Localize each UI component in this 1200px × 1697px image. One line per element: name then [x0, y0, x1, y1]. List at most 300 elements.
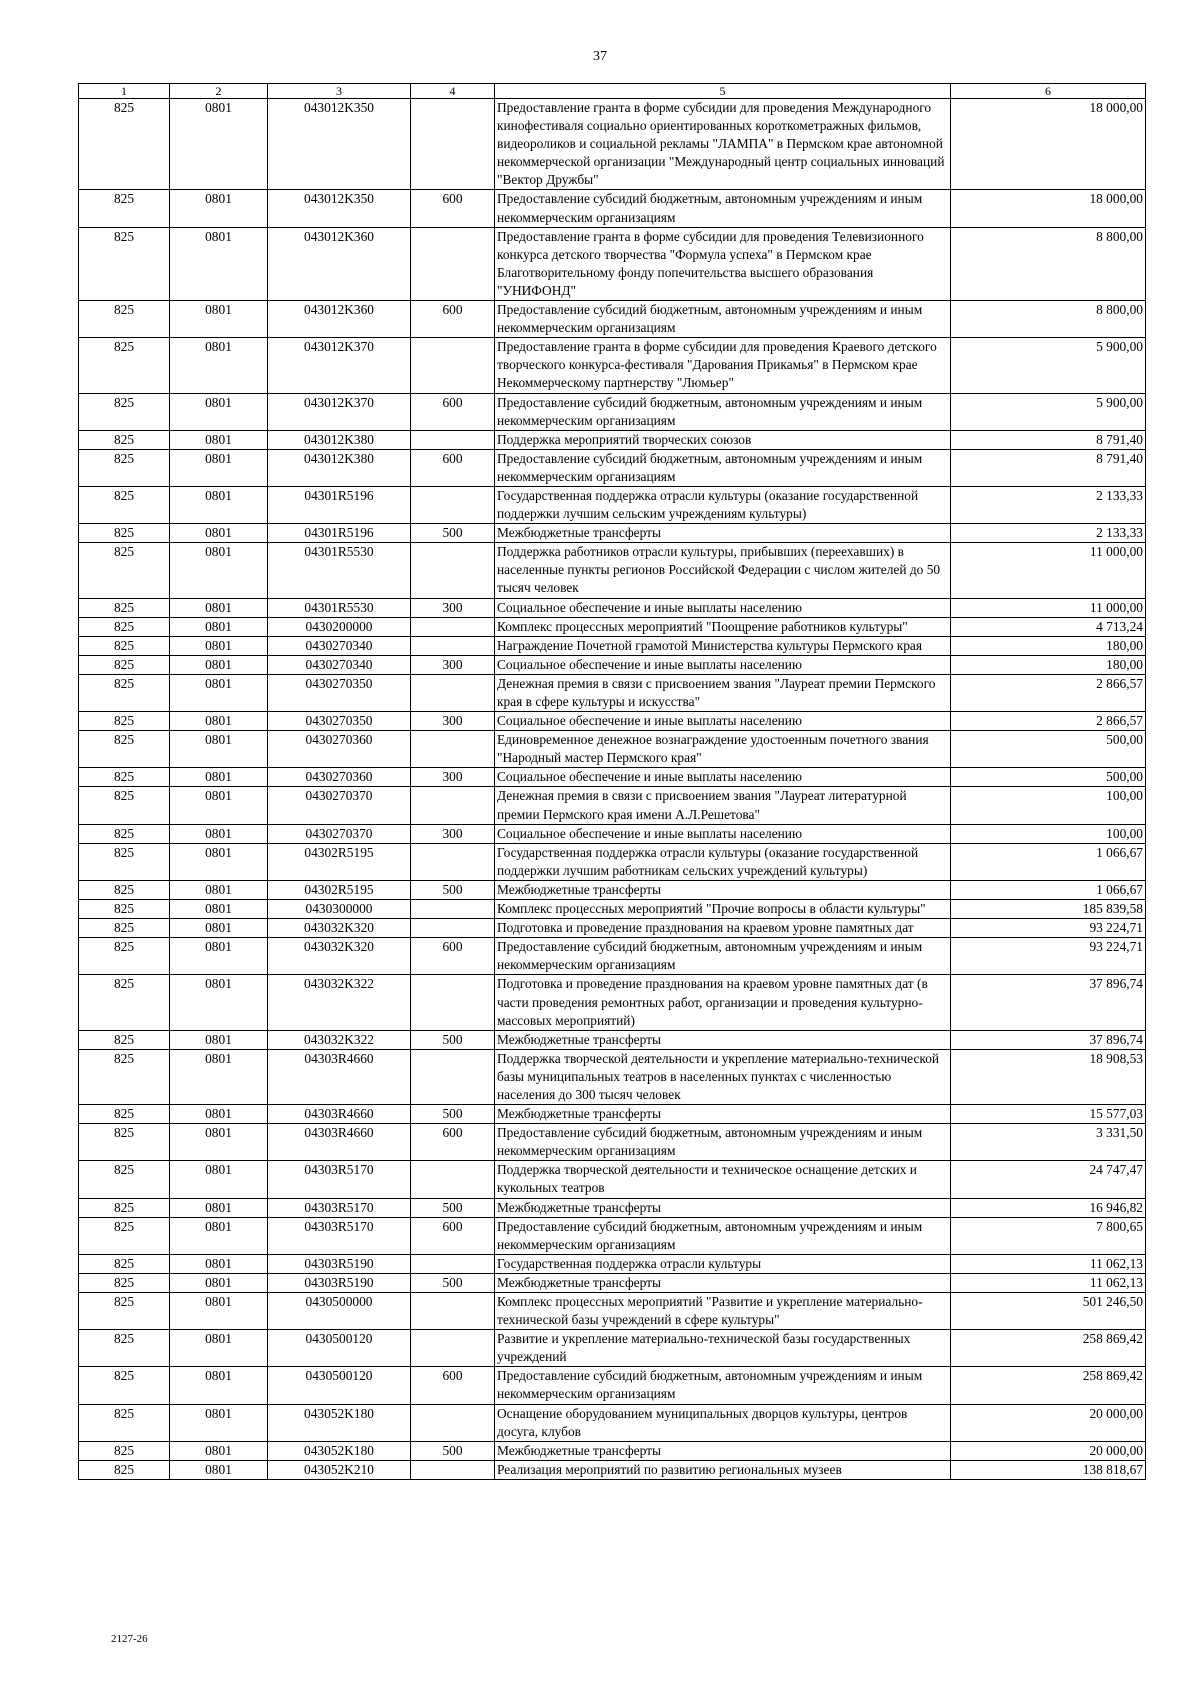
table-row [79, 1161, 1146, 1198]
cell-target-article: 0430270350 [268, 674, 411, 711]
cell-ministry-code: 825 [79, 524, 170, 543]
cell-description: Предоставление субсидий бюджетным, автономным учреждениям и иным некоммерческим организациям [495, 938, 951, 975]
cell-target-article: 043032K320 [268, 919, 411, 938]
cell-amount: 16 946,82 [951, 1198, 1146, 1217]
cell-target-article: 04302R5195 [268, 880, 411, 899]
cell-target-article: 043012K370 [268, 338, 411, 393]
cell-amount: 8 800,00 [951, 227, 1146, 300]
cell-expense-type [411, 1254, 495, 1273]
cell-expense-type [411, 1293, 495, 1330]
cell-target-article: 0430500120 [268, 1367, 411, 1404]
cell-target-article: 0430200000 [268, 617, 411, 636]
cell-target-article: 0430500000 [268, 1293, 411, 1330]
table-row [79, 655, 1146, 674]
cell-section-code: 0801 [170, 1198, 268, 1217]
cell-description: Подготовка и проведение празднования на краевом уровне памятных дат [495, 919, 951, 938]
cell-amount: 100,00 [951, 787, 1146, 824]
cell-amount: 2 133,33 [951, 524, 1146, 543]
cell-expense-type [411, 227, 495, 300]
cell-section-code: 0801 [170, 1124, 268, 1161]
cell-expense-type: 500 [411, 1441, 495, 1460]
cell-section-code: 0801 [170, 731, 268, 768]
cell-amount: 18 000,00 [951, 190, 1146, 227]
cell-description: Предоставление гранта в форме субсидии для проведения Международного кинофестиваля социально ориентированных короткометражных фильмов, видеороликов и социальной рекламы "ЛАМПА" в Пермском крае автономной некоммерческой организации "Международный центр социальных инноваций "Вектор Дружбы" [495, 99, 951, 190]
cell-ministry-code: 825 [79, 301, 170, 338]
cell-amount: 500,00 [951, 731, 1146, 768]
cell-target-article: 043032K320 [268, 938, 411, 975]
cell-description: Социальное обеспечение и иные выплаты населению [495, 598, 951, 617]
cell-amount: 11 000,00 [951, 543, 1146, 598]
cell-description: Социальное обеспечение и иные выплаты населению [495, 712, 951, 731]
cell-ministry-code: 825 [79, 1124, 170, 1161]
cell-expense-type: 600 [411, 938, 495, 975]
table-row [79, 1030, 1146, 1049]
cell-target-article: 043012K350 [268, 190, 411, 227]
cell-description: Предоставление субсидий бюджетным, автономным учреждениям и иным некоммерческим организациям [495, 449, 951, 486]
cell-ministry-code: 825 [79, 655, 170, 674]
cell-description: Единовременное денежное вознаграждение удостоенным почетного звания "Народный мастер Пермского края" [495, 731, 951, 768]
cell-expense-type [411, 731, 495, 768]
cell-expense-type [411, 1460, 495, 1479]
column-header: 3 [268, 84, 411, 99]
table-row [79, 524, 1146, 543]
cell-description: Предоставление субсидий бюджетным, автономным учреждениям и иным некоммерческим организациям [495, 1367, 951, 1404]
cell-amount: 18 000,00 [951, 99, 1146, 190]
cell-ministry-code: 825 [79, 617, 170, 636]
cell-ministry-code: 825 [79, 1273, 170, 1292]
cell-expense-type: 300 [411, 824, 495, 843]
table-row [79, 449, 1146, 486]
cell-section-code: 0801 [170, 617, 268, 636]
table-row [79, 1124, 1146, 1161]
footer-code: 2127-26 [111, 1633, 148, 1645]
cell-description: Предоставление гранта в форме субсидии для проведения Краевого детского творческого конкурса-фестиваля "Дарования Прикамья" в Пермском крае Некоммерческому партнерству "Люмьер" [495, 338, 951, 393]
table-row [79, 486, 1146, 523]
cell-target-article: 0430500120 [268, 1330, 411, 1367]
table-row [79, 674, 1146, 711]
table-row [79, 1293, 1146, 1330]
budget-table [78, 83, 1146, 1480]
cell-target-article: 0430270340 [268, 655, 411, 674]
table-row [79, 617, 1146, 636]
cell-target-article: 04302R5195 [268, 843, 411, 880]
cell-ministry-code: 825 [79, 1105, 170, 1124]
cell-amount: 20 000,00 [951, 1441, 1146, 1460]
cell-section-code: 0801 [170, 1049, 268, 1104]
cell-amount: 500,00 [951, 768, 1146, 787]
table-body [79, 99, 1146, 1480]
cell-description: Социальное обеспечение и иные выплаты населению [495, 768, 951, 787]
cell-ministry-code: 825 [79, 900, 170, 919]
cell-description: Предоставление субсидий бюджетным, автономным учреждениям и иным некоммерческим организациям [495, 1217, 951, 1254]
table-row [79, 543, 1146, 598]
cell-section-code: 0801 [170, 430, 268, 449]
cell-expense-type [411, 1330, 495, 1367]
cell-expense-type [411, 843, 495, 880]
cell-ministry-code: 825 [79, 99, 170, 190]
cell-description: Государственная поддержка отрасли культуры (оказание государственной поддержки лучшим работникам сельских учреждений культуры) [495, 843, 951, 880]
cell-amount: 37 896,74 [951, 1030, 1146, 1049]
table-row [79, 1367, 1146, 1404]
table-row [79, 190, 1146, 227]
cell-description: Предоставление субсидий бюджетным, автономным учреждениям и иным некоммерческим организациям [495, 393, 951, 430]
cell-amount: 7 800,65 [951, 1217, 1146, 1254]
page-number: 37 [593, 49, 607, 64]
cell-description: Межбюджетные трансферты [495, 880, 951, 899]
cell-section-code: 0801 [170, 787, 268, 824]
cell-description: Государственная поддержка отрасли культуры (оказание государственной поддержки лучшим сельским учреждениям культуры) [495, 486, 951, 523]
cell-expense-type [411, 787, 495, 824]
cell-expense-type [411, 636, 495, 655]
table-row [79, 712, 1146, 731]
cell-description: Социальное обеспечение и иные выплаты населению [495, 655, 951, 674]
cell-ministry-code: 825 [79, 393, 170, 430]
cell-ministry-code: 825 [79, 674, 170, 711]
cell-target-article: 043052K180 [268, 1404, 411, 1441]
cell-description: Межбюджетные трансферты [495, 1198, 951, 1217]
cell-expense-type [411, 543, 495, 598]
table-row [79, 1441, 1146, 1460]
table-row [79, 338, 1146, 393]
column-header: 1 [79, 84, 170, 99]
cell-amount: 5 900,00 [951, 338, 1146, 393]
cell-description: Награждение Почетной грамотой Министерства культуры Пермского края [495, 636, 951, 655]
cell-ministry-code: 825 [79, 1293, 170, 1330]
cell-expense-type: 600 [411, 190, 495, 227]
cell-ministry-code: 825 [79, 938, 170, 975]
cell-target-article: 04301R5530 [268, 543, 411, 598]
cell-section-code: 0801 [170, 543, 268, 598]
cell-section-code: 0801 [170, 824, 268, 843]
cell-expense-type [411, 99, 495, 190]
cell-description: Межбюджетные трансферты [495, 1105, 951, 1124]
cell-section-code: 0801 [170, 636, 268, 655]
cell-section-code: 0801 [170, 880, 268, 899]
cell-target-article: 043012K380 [268, 430, 411, 449]
cell-target-article: 043052K180 [268, 1441, 411, 1460]
cell-section-code: 0801 [170, 712, 268, 731]
cell-section-code: 0801 [170, 486, 268, 523]
cell-section-code: 0801 [170, 1460, 268, 1479]
cell-expense-type [411, 1404, 495, 1441]
cell-section-code: 0801 [170, 843, 268, 880]
cell-amount: 37 896,74 [951, 975, 1146, 1030]
cell-ministry-code: 825 [79, 1330, 170, 1367]
cell-amount: 93 224,71 [951, 938, 1146, 975]
cell-amount: 2 866,57 [951, 712, 1146, 731]
cell-section-code: 0801 [170, 1330, 268, 1367]
cell-target-article: 04303R4660 [268, 1105, 411, 1124]
cell-description: Социальное обеспечение и иные выплаты населению [495, 824, 951, 843]
table-row [79, 636, 1146, 655]
cell-target-article: 04301R5196 [268, 486, 411, 523]
cell-ministry-code: 825 [79, 1460, 170, 1479]
cell-ministry-code: 825 [79, 1030, 170, 1049]
cell-expense-type [411, 975, 495, 1030]
cell-amount: 11 000,00 [951, 598, 1146, 617]
cell-description: Предоставление субсидий бюджетным, автономным учреждениям и иным некоммерческим организациям [495, 190, 951, 227]
cell-ministry-code: 825 [79, 486, 170, 523]
cell-section-code: 0801 [170, 655, 268, 674]
table-row [79, 975, 1146, 1030]
cell-expense-type [411, 486, 495, 523]
cell-target-article: 0430270370 [268, 787, 411, 824]
cell-expense-type [411, 900, 495, 919]
table-row [79, 1217, 1146, 1254]
cell-section-code: 0801 [170, 1161, 268, 1198]
cell-section-code: 0801 [170, 449, 268, 486]
cell-description: Межбюджетные трансферты [495, 1273, 951, 1292]
table-row [79, 919, 1146, 938]
cell-section-code: 0801 [170, 975, 268, 1030]
cell-expense-type: 600 [411, 1217, 495, 1254]
table-row [79, 1273, 1146, 1292]
cell-description: Предоставление субсидий бюджетным, автономным учреждениям и иным некоммерческим организациям [495, 301, 951, 338]
table-row [79, 301, 1146, 338]
cell-ministry-code: 825 [79, 1049, 170, 1104]
cell-target-article: 04303R5170 [268, 1161, 411, 1198]
table-row [79, 787, 1146, 824]
cell-expense-type: 600 [411, 449, 495, 486]
table-row [79, 880, 1146, 899]
cell-ministry-code: 825 [79, 975, 170, 1030]
cell-target-article: 0430300000 [268, 900, 411, 919]
cell-ministry-code: 825 [79, 787, 170, 824]
cell-expense-type: 500 [411, 1030, 495, 1049]
cell-target-article: 0430270370 [268, 824, 411, 843]
cell-ministry-code: 825 [79, 598, 170, 617]
column-header: 5 [495, 84, 951, 99]
cell-amount: 258 869,42 [951, 1367, 1146, 1404]
cell-expense-type [411, 1049, 495, 1104]
cell-description: Денежная премия в связи с присвоением звания "Лауреат премии Пермского края в сфере культуры и искусства" [495, 674, 951, 711]
cell-amount: 2 866,57 [951, 674, 1146, 711]
cell-description: Поддержка творческой деятельности и укрепление материально-технической базы муниципальных театров в населенных пунктах с численностью населения до 300 тысяч человек [495, 1049, 951, 1104]
table-row [79, 430, 1146, 449]
cell-target-article: 0430270360 [268, 731, 411, 768]
cell-description: Поддержка мероприятий творческих союзов [495, 430, 951, 449]
table-row [79, 824, 1146, 843]
cell-description: Предоставление гранта в форме субсидии для проведения Телевизионного конкурса детского творчества "Формула успеха" в Пермском крае Благотворительному фонду попечительства высшего образования "УНИФОНД" [495, 227, 951, 300]
cell-target-article: 043012K350 [268, 99, 411, 190]
cell-target-article: 043012K360 [268, 227, 411, 300]
cell-expense-type: 300 [411, 655, 495, 674]
column-header: 6 [951, 84, 1146, 99]
cell-section-code: 0801 [170, 1273, 268, 1292]
cell-amount: 501 246,50 [951, 1293, 1146, 1330]
cell-target-article: 043012K360 [268, 301, 411, 338]
table-row [79, 843, 1146, 880]
cell-section-code: 0801 [170, 1293, 268, 1330]
table-row [79, 1460, 1146, 1479]
cell-amount: 180,00 [951, 636, 1146, 655]
cell-description: Комплекс процессных мероприятий "Поощрение работников культуры" [495, 617, 951, 636]
cell-expense-type: 500 [411, 524, 495, 543]
column-header: 2 [170, 84, 268, 99]
cell-ministry-code: 825 [79, 1441, 170, 1460]
cell-amount: 8 800,00 [951, 301, 1146, 338]
cell-target-article: 043032K322 [268, 1030, 411, 1049]
cell-section-code: 0801 [170, 938, 268, 975]
cell-expense-type: 500 [411, 1105, 495, 1124]
cell-ministry-code: 825 [79, 449, 170, 486]
cell-section-code: 0801 [170, 1367, 268, 1404]
cell-section-code: 0801 [170, 1254, 268, 1273]
table-row [79, 393, 1146, 430]
cell-ministry-code: 825 [79, 190, 170, 227]
cell-ministry-code: 825 [79, 768, 170, 787]
cell-expense-type: 300 [411, 712, 495, 731]
cell-ministry-code: 825 [79, 1217, 170, 1254]
cell-expense-type: 300 [411, 598, 495, 617]
cell-amount: 2 133,33 [951, 486, 1146, 523]
table-row [79, 598, 1146, 617]
cell-section-code: 0801 [170, 524, 268, 543]
cell-ministry-code: 825 [79, 1198, 170, 1217]
cell-section-code: 0801 [170, 1441, 268, 1460]
cell-amount: 5 900,00 [951, 393, 1146, 430]
cell-expense-type: 600 [411, 1124, 495, 1161]
cell-section-code: 0801 [170, 674, 268, 711]
cell-amount: 8 791,40 [951, 430, 1146, 449]
cell-amount: 93 224,71 [951, 919, 1146, 938]
table-row [79, 900, 1146, 919]
cell-section-code: 0801 [170, 190, 268, 227]
cell-target-article: 043052K210 [268, 1460, 411, 1479]
cell-description: Реализация мероприятий по развитию региональных музеев [495, 1460, 951, 1479]
cell-section-code: 0801 [170, 1105, 268, 1124]
cell-section-code: 0801 [170, 99, 268, 190]
cell-ministry-code: 825 [79, 1367, 170, 1404]
cell-amount: 258 869,42 [951, 1330, 1146, 1367]
cell-expense-type: 500 [411, 880, 495, 899]
cell-section-code: 0801 [170, 919, 268, 938]
cell-amount: 15 577,03 [951, 1105, 1146, 1124]
cell-ministry-code: 825 [79, 1254, 170, 1273]
cell-ministry-code: 825 [79, 731, 170, 768]
table-row [79, 227, 1146, 300]
cell-description: Комплекс процессных мероприятий "Развитие и укрепление материально-технической базы учреждений в сфере культуры" [495, 1293, 951, 1330]
cell-expense-type: 500 [411, 1273, 495, 1292]
cell-ministry-code: 825 [79, 636, 170, 655]
cell-description: Поддержка работников отрасли культуры, прибывших (переехавших) в населенные пункты регионов Российской Федерации с числом жителей до 50 тысяч человек [495, 543, 951, 598]
cell-amount: 4 713,24 [951, 617, 1146, 636]
cell-expense-type: 600 [411, 1367, 495, 1404]
cell-expense-type [411, 338, 495, 393]
cell-description: Межбюджетные трансферты [495, 524, 951, 543]
cell-ministry-code: 825 [79, 880, 170, 899]
cell-description: Государственная поддержка отрасли культуры [495, 1254, 951, 1273]
cell-expense-type [411, 674, 495, 711]
table-row [79, 1105, 1146, 1124]
cell-section-code: 0801 [170, 338, 268, 393]
cell-section-code: 0801 [170, 227, 268, 300]
cell-target-article: 04301R5196 [268, 524, 411, 543]
cell-target-article: 04303R4660 [268, 1124, 411, 1161]
cell-expense-type [411, 919, 495, 938]
table-row [79, 731, 1146, 768]
cell-amount: 24 747,47 [951, 1161, 1146, 1198]
cell-amount: 1 066,67 [951, 880, 1146, 899]
cell-description: Предоставление субсидий бюджетным, автономным учреждениям и иным некоммерческим организациям [495, 1124, 951, 1161]
cell-expense-type: 500 [411, 1198, 495, 1217]
table-row [79, 99, 1146, 190]
cell-ministry-code: 825 [79, 1161, 170, 1198]
cell-ministry-code: 825 [79, 543, 170, 598]
column-header: 4 [411, 84, 495, 99]
cell-amount: 100,00 [951, 824, 1146, 843]
table-row [79, 1198, 1146, 1217]
table-row [79, 1330, 1146, 1367]
cell-target-article: 04301R5530 [268, 598, 411, 617]
cell-description: Денежная премия в связи с присвоением звания "Лауреат литературной премии Пермского края имени А.Л.Решетова" [495, 787, 951, 824]
cell-amount: 8 791,40 [951, 449, 1146, 486]
cell-description: Межбюджетные трансферты [495, 1030, 951, 1049]
cell-target-article: 04303R5190 [268, 1273, 411, 1292]
table-row [79, 1254, 1146, 1273]
cell-target-article: 0430270360 [268, 768, 411, 787]
cell-amount: 3 331,50 [951, 1124, 1146, 1161]
cell-target-article: 043012K370 [268, 393, 411, 430]
cell-amount: 180,00 [951, 655, 1146, 674]
cell-amount: 18 908,53 [951, 1049, 1146, 1104]
cell-amount: 11 062,13 [951, 1273, 1146, 1292]
cell-section-code: 0801 [170, 393, 268, 430]
cell-section-code: 0801 [170, 598, 268, 617]
cell-section-code: 0801 [170, 1404, 268, 1441]
cell-ministry-code: 825 [79, 712, 170, 731]
cell-section-code: 0801 [170, 900, 268, 919]
cell-target-article: 043012K380 [268, 449, 411, 486]
cell-expense-type [411, 617, 495, 636]
cell-target-article: 0430270340 [268, 636, 411, 655]
cell-amount: 138 818,67 [951, 1460, 1146, 1479]
cell-description: Оснащение оборудованием муниципальных дворцов культуры, центров досуга, клубов [495, 1404, 951, 1441]
table-header-row [79, 84, 1146, 99]
cell-ministry-code: 825 [79, 1404, 170, 1441]
cell-target-article: 04303R5170 [268, 1198, 411, 1217]
cell-amount: 185 839,58 [951, 900, 1146, 919]
cell-ministry-code: 825 [79, 843, 170, 880]
cell-expense-type [411, 1161, 495, 1198]
cell-ministry-code: 825 [79, 824, 170, 843]
cell-description: Подготовка и проведение празднования на краевом уровне памятных дат (в части проведения ремонтных работ, организации и проведения культурно-массовых мероприятий) [495, 975, 951, 1030]
cell-section-code: 0801 [170, 301, 268, 338]
table-row [79, 1049, 1146, 1104]
cell-target-article: 04303R5170 [268, 1217, 411, 1254]
cell-target-article: 043032K322 [268, 975, 411, 1030]
cell-section-code: 0801 [170, 768, 268, 787]
cell-section-code: 0801 [170, 1217, 268, 1254]
cell-expense-type [411, 430, 495, 449]
table-row [79, 938, 1146, 975]
table-row [79, 1404, 1146, 1441]
cell-description: Комплекс процессных мероприятий "Прочие вопросы в области культуры" [495, 900, 951, 919]
cell-ministry-code: 825 [79, 430, 170, 449]
cell-description: Поддержка творческой деятельности и техническое оснащение детских и кукольных театров [495, 1161, 951, 1198]
cell-expense-type: 600 [411, 301, 495, 338]
cell-expense-type: 600 [411, 393, 495, 430]
cell-amount: 20 000,00 [951, 1404, 1146, 1441]
cell-target-article: 04303R4660 [268, 1049, 411, 1104]
cell-amount: 11 062,13 [951, 1254, 1146, 1273]
cell-ministry-code: 825 [79, 919, 170, 938]
table-row [79, 768, 1146, 787]
cell-expense-type: 300 [411, 768, 495, 787]
cell-ministry-code: 825 [79, 227, 170, 300]
cell-description: Межбюджетные трансферты [495, 1441, 951, 1460]
cell-section-code: 0801 [170, 1030, 268, 1049]
